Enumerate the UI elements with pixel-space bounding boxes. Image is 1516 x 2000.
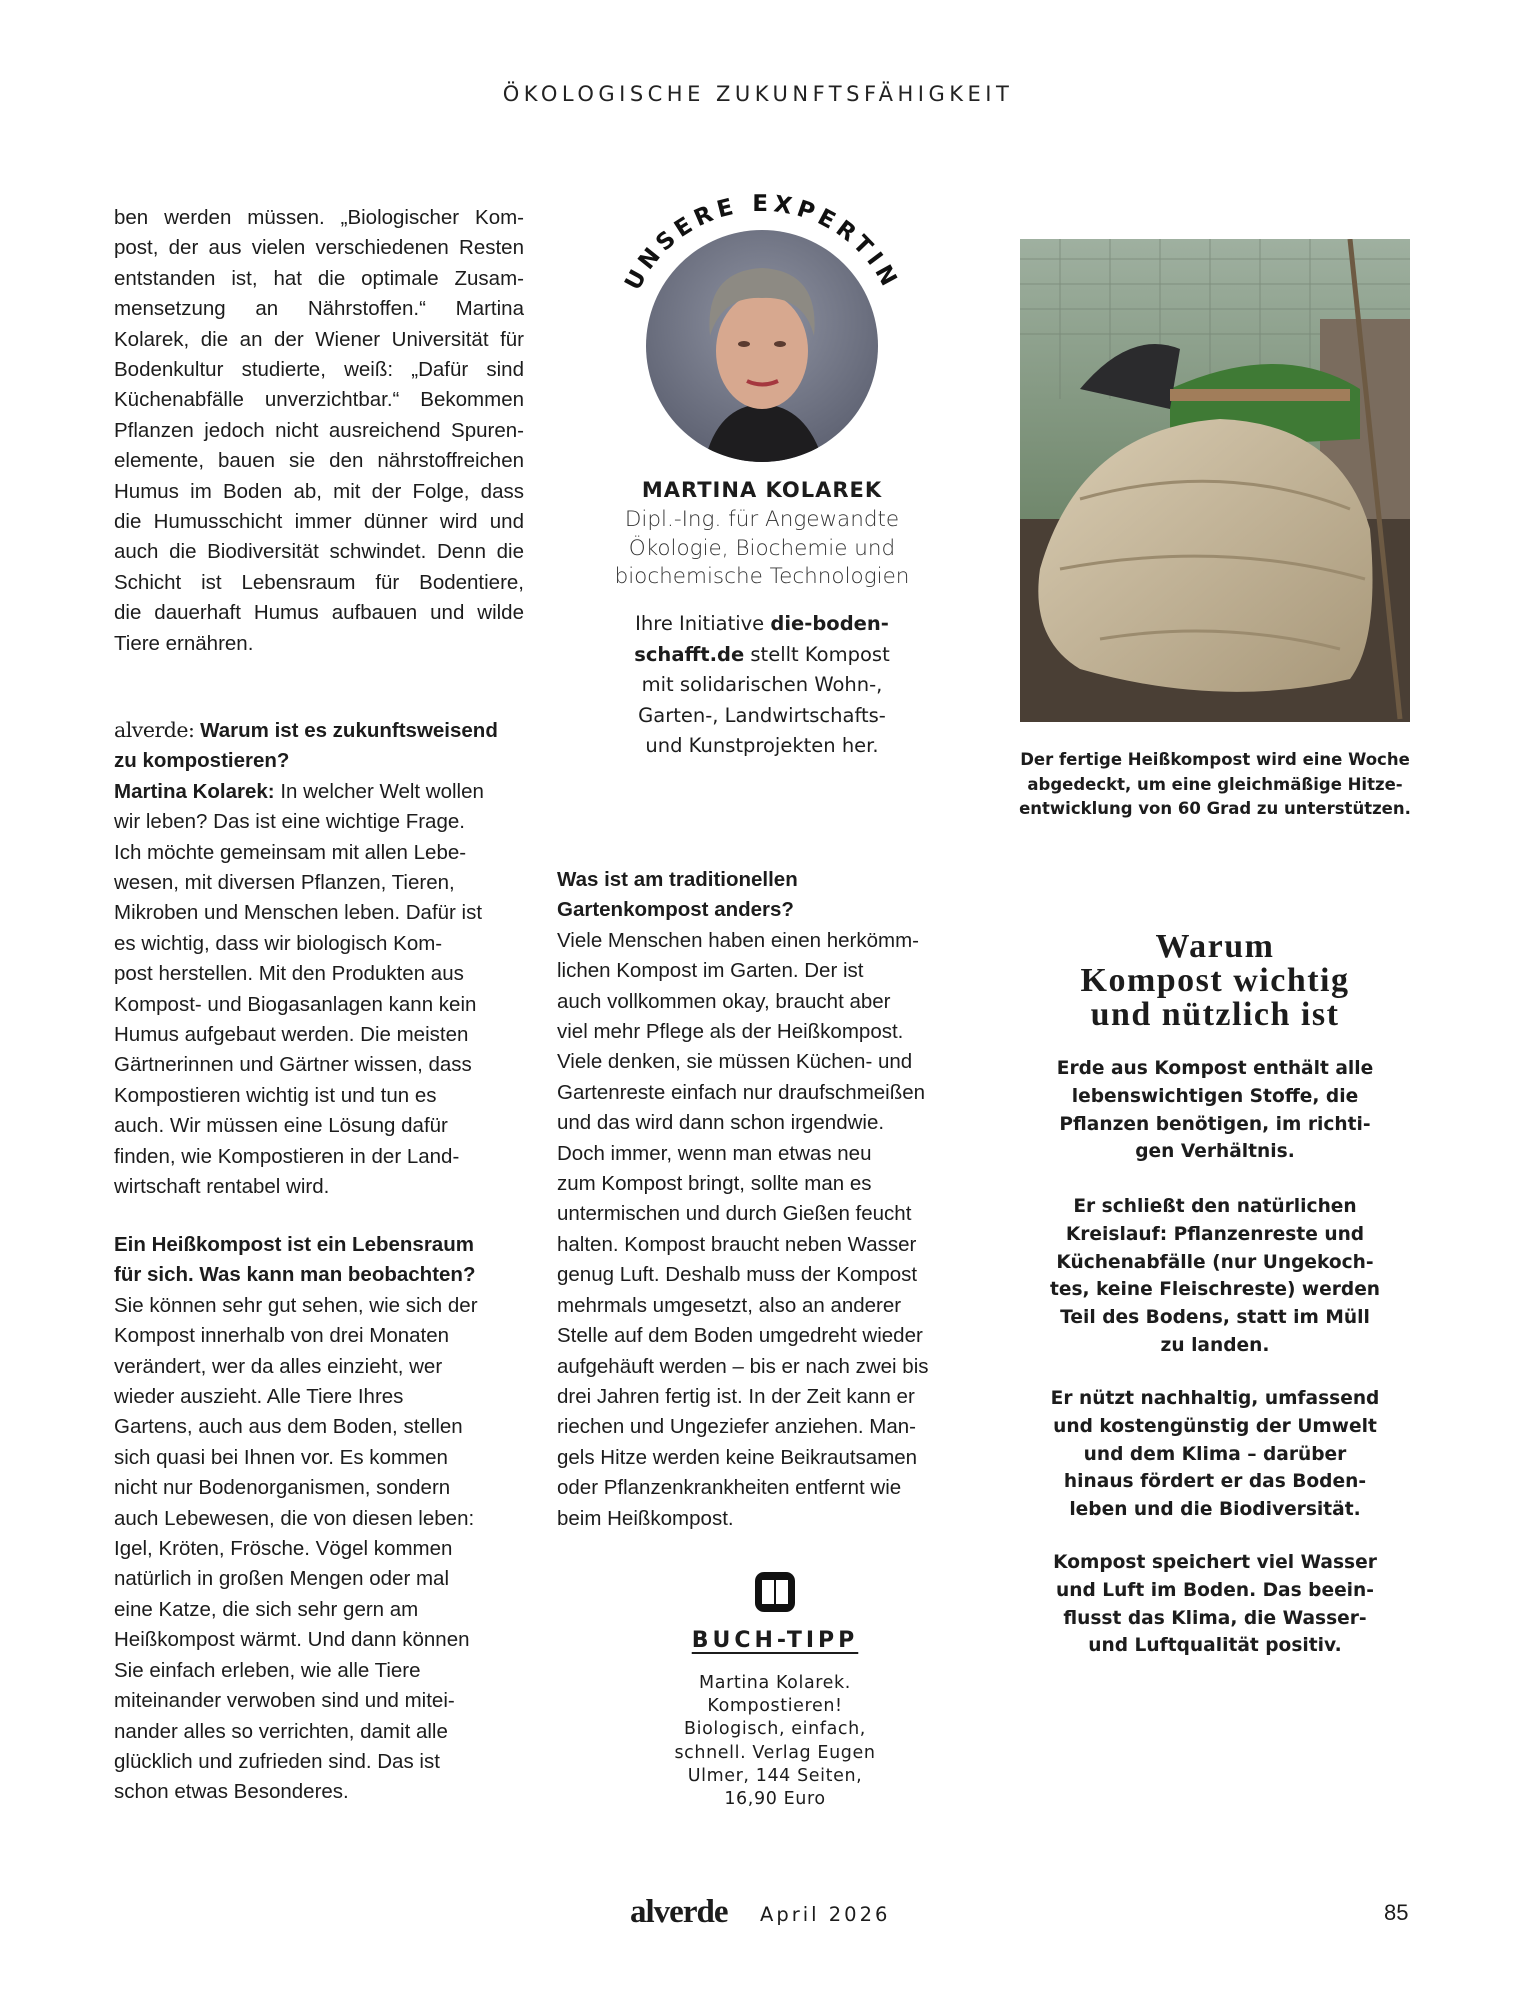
text-line: Was ist am traditionellen (557, 868, 798, 891)
text-line: Gartens, auch aus dem Boden, stellen (114, 1415, 463, 1439)
text-line (557, 640, 967, 671)
text-line: mit solidarischen Wohn-, (641, 673, 883, 696)
text-line: biochemische Technologien (614, 564, 910, 589)
text-line: zum Kompost bringt, sollte man es (557, 1172, 872, 1196)
text-line: Gartenreste einfach nur draufschmeißen (557, 1080, 926, 1104)
text-line: leben und die Biodiversität. (1069, 1499, 1361, 1521)
text-line: entstanden ist, hat die optimale Zusam- (114, 266, 524, 290)
intro-paragraph (114, 203, 524, 659)
text-line: auch. Wir müssen eine Lösung dafür (114, 1114, 448, 1138)
speaker-label: Martina Kolarek: (114, 779, 275, 803)
text-line: gen Verhältnis. (1135, 1141, 1295, 1163)
text-line: zu landen. (1160, 1334, 1270, 1356)
question-text: Warum ist es zukunftsweisend (200, 719, 498, 742)
text-line: und Luft im Boden. Das beein- (1055, 1579, 1375, 1601)
text-line: lichen Kompost im Garten. Der ist (557, 959, 864, 983)
text-line: riechen und Ungeziefer anziehen. Man- (557, 1415, 916, 1439)
answer-text (557, 926, 977, 1534)
portrait-photo (642, 226, 882, 476)
text-line: Er nützt nachhaltig, umfassend (1050, 1388, 1380, 1409)
text-line: sich quasi bei Ihnen vor. Es kommen (114, 1445, 448, 1469)
text-line: schnell. Verlag Eugen (674, 1742, 876, 1763)
text-line: Garten-, Landwirtschafts- (638, 703, 886, 727)
initiative-prefix: Ihre Initiative (635, 612, 771, 635)
answer-text (114, 1291, 544, 1808)
text-line: Igel, Kröten, Frösche. Vögel kommen (114, 1537, 453, 1561)
expert-badge-text: UNSERE EXPERTIN (620, 190, 904, 295)
section-header: ÖKOLOGISCHE ZUKUNFTSFÄHIGKEIT (502, 82, 1014, 106)
text-line: Pflanzen jedoch nicht ausreichend Spuren- (114, 418, 524, 442)
text-line: entwicklung von 60 Grad zu unterstützen. (1019, 799, 1411, 818)
text-line: Dipl.-Ing. für Angewandte (624, 507, 900, 532)
answer-line (114, 777, 544, 807)
text-line: Sie können sehr gut sehen, wie sich der (114, 1293, 478, 1317)
text-line: drei Jahren fertig ist. In der Zeit kann er (557, 1384, 915, 1408)
text-line: lebenswichtigen Stoffe, die (1071, 1085, 1359, 1107)
text-line: beim Heißkompost. (557, 1506, 734, 1530)
text-line: und nützlich ist (1090, 996, 1340, 1033)
initiative-text: stellt Kompost (744, 642, 890, 666)
text-line: Stelle auf dem Boden umgedreht wieder (557, 1324, 923, 1348)
initiative-lines (557, 670, 967, 762)
book-tip-title: BUCH-TIPP (691, 1628, 859, 1653)
text-line: Kompost innerhalb von drei Monaten (114, 1324, 450, 1348)
question (114, 1230, 544, 1291)
text-line: finden, wie Kompostieren in der Land- (114, 1144, 460, 1168)
text-line: Erde aus Kompost enthält alle (1056, 1058, 1374, 1079)
text-line: schon etwas Besonderes. (114, 1780, 349, 1804)
text-line: Kompost- und Biogasanlagen kann kein (114, 992, 477, 1016)
text-line (557, 609, 967, 640)
text-line: Ulmer, 144 Seiten, (687, 1765, 863, 1786)
text-line: Mikroben und Menschen leben. Dafür ist (114, 901, 483, 925)
interview-q2 (114, 1230, 544, 1808)
initiative-link[interactable]: die-boden- (770, 612, 889, 635)
text-line: hinaus fördert er das Boden- (1063, 1471, 1367, 1493)
text-line: 16,90 Euro (724, 1789, 826, 1810)
text-line: Bodenkultur studierte, weiß: „Dafür sind (114, 358, 524, 382)
infobox-paragraph (1020, 1193, 1410, 1360)
question (557, 865, 977, 926)
question-line: zu kompostieren? (114, 749, 290, 773)
text-line: post, der aus vielen verschiedenen Resten (114, 236, 524, 260)
text-line: eine Katze, die sich sehr gern am (114, 1597, 419, 1621)
text-line: Küchenabfälle (nur Ungekoch- (1056, 1251, 1374, 1273)
footer-issue-date: April 2026 (760, 1903, 891, 1926)
text-line: Schicht ist Lebensraum für Bodentiere, (114, 570, 524, 594)
text-line: Der fertige Heißkompost wird eine Woche (1020, 750, 1410, 769)
infobox-paragraph (1020, 1385, 1410, 1524)
text-line: Viele Menschen haben einen herkömm- (557, 928, 920, 952)
text-line: Kompostieren! (707, 1696, 843, 1717)
text-line: abgedeckt, um eine gleichmäßige Hitze- (1027, 774, 1403, 794)
text-line: Kompostieren wichtig ist und tun es (114, 1083, 437, 1107)
text-line: Heißkompost wärmt. Und dann können (114, 1628, 470, 1652)
text-line: Kreislauf: Pflanzenreste und (1065, 1223, 1365, 1245)
infobox-paragraph (1020, 1055, 1410, 1166)
text-line: es wichtig, dass wir biologisch Kom- (114, 931, 443, 955)
text-line: aufgehäuft werden – bis er nach zwei bis (557, 1354, 929, 1378)
text-line: Er schließt den natürlichen (1073, 1196, 1357, 1217)
text-line: Tiere ernähren. (114, 631, 254, 655)
brand-label: alverde: (114, 718, 195, 742)
text-line: post herstellen. Mit den Produkten aus (114, 962, 464, 986)
text-line: Gartenkompost anders? (557, 898, 794, 922)
text-line: für sich. Was kann man beobachten? (114, 1263, 476, 1287)
photo-caption (1000, 748, 1430, 822)
question-line (114, 715, 544, 746)
text-line: Doch immer, wenn man etwas neu (557, 1141, 872, 1165)
book-icon (752, 1569, 798, 1615)
text-line: die dauerhaft Humus aufbauen und wilde (114, 601, 524, 625)
text-line: und dem Klima – darüber (1083, 1443, 1347, 1465)
answer-text (114, 807, 544, 1202)
text-line: halten. Kompost braucht neben Wasser (557, 1232, 917, 1256)
text-line: auch vollkommen okay, braucht aber (557, 989, 891, 1013)
text-line: Kompost wichtig (1080, 962, 1350, 999)
text-line: Gärtnerinnen und Gärtner wissen, dass (114, 1053, 472, 1077)
initiative-link[interactable]: schafft.de (634, 642, 745, 666)
text-line: und das wird dann schon irgendwie. (557, 1111, 885, 1135)
text-line: Warum (1155, 928, 1275, 965)
text-line: miteinander verwoben sind und mitei- (114, 1689, 455, 1713)
expert-initiative (557, 609, 967, 762)
text-line: auch Lebewesen, die von diesen leben: (114, 1506, 475, 1530)
text-line: Kompost speichert viel Wasser (1053, 1552, 1377, 1573)
infobox-title (1020, 930, 1410, 1032)
text-line: Viele denken, sie müssen Küchen- und (557, 1050, 913, 1074)
text-line: oder Pflanzenkrankheiten entfernt wie (557, 1476, 902, 1500)
book-tip-text (600, 1672, 950, 1811)
text-line: tes, keine Fleischreste) werden (1049, 1279, 1381, 1301)
text-line: Ein Heißkompost ist ein Lebensraum (114, 1233, 474, 1256)
page-number: 85 (1384, 1900, 1409, 1925)
text-line: Kolarek, die an der Wiener Universität für (114, 327, 524, 351)
expert-name: MARTINA KOLAREK (641, 478, 883, 502)
text-line: wirtschaft rentabel wird. (114, 1175, 330, 1199)
text-line: Pflanzen benötigen, im richti- (1059, 1113, 1371, 1135)
text-line: Humus im Boden ab, mit der Folge, dass (114, 479, 524, 503)
text-line: nicht nur Bodenorganismen, sondern (114, 1476, 451, 1500)
interview-q3 (557, 865, 977, 1534)
text-line: nander alles so verrichten, damit alle (114, 1719, 448, 1743)
text-line: wesen, mit diversen Pflanzen, Tieren, (114, 871, 455, 895)
compost-photo (1020, 239, 1410, 722)
footer-brand-logo: alverde (630, 1894, 728, 1930)
text-line: Teil des Bodens, statt im Müll (1060, 1307, 1370, 1329)
text-line: Küchenabfälle unverzichtbar.“ Bekommen (114, 388, 524, 412)
text-line: elemente, bauen sie den nährstoffreichen (114, 449, 524, 473)
text-line: Martina Kolarek. (699, 1673, 851, 1693)
text-line: viel mehr Pflege als der Heißkompost. (557, 1020, 904, 1044)
text-line: auch die Biodiversität schwindet. Denn die (114, 540, 524, 564)
expert-portrait (592, 176, 932, 476)
text-line: mehrmals umgesetzt, also an anderer (557, 1293, 902, 1317)
text-line: und kostengünstig der Umwelt (1053, 1415, 1377, 1437)
text-line: und Kunstprojekten her. (645, 734, 879, 757)
interview-q1 (114, 715, 544, 1203)
text-line: und Luftqualität positiv. (1088, 1635, 1342, 1657)
text-line: genug Luft. Deshalb muss der Kompost (557, 1263, 918, 1287)
text-line: ben werden müssen. „Biologischer Kom- (114, 206, 524, 229)
infobox-paragraph (1020, 1549, 1410, 1660)
text-line: wieder auszieht. Alle Tiere Ihres (114, 1385, 404, 1409)
expert-description (557, 506, 967, 592)
text-line: glücklich und zufrieden sind. Das ist (114, 1749, 440, 1773)
text-line: wir leben? Das ist eine wichtige Frage. (114, 810, 465, 834)
text-line: gels Hitze werden keine Beikrautsamen (557, 1445, 918, 1469)
text-line: natürlich in großen Mengen oder mal (114, 1567, 450, 1591)
text-line: Humus aufgebaut werden. Die meisten (114, 1023, 469, 1047)
text-line: flusst das Klima, die Wasser- (1063, 1607, 1367, 1629)
text-line: Ökologie, Biochemie und (628, 535, 896, 561)
text-line: Ich möchte gemeinsam mit allen Lebe- (114, 840, 467, 864)
text-line: mensetzung an Nährstoffen.“ Martina (114, 297, 524, 321)
text-line: Biologisch, einfach, (684, 1719, 866, 1740)
text-line: die Humusschicht immer dünner wird und (114, 510, 524, 534)
text-line: Sie einfach erleben, wie alle Tiere (114, 1658, 421, 1682)
text-line: untermischen und durch Gießen feucht (557, 1202, 912, 1226)
text-line: verändert, wer da alles einzieht, wer (114, 1354, 443, 1378)
answer-text: In welcher Welt wollen (274, 779, 484, 803)
